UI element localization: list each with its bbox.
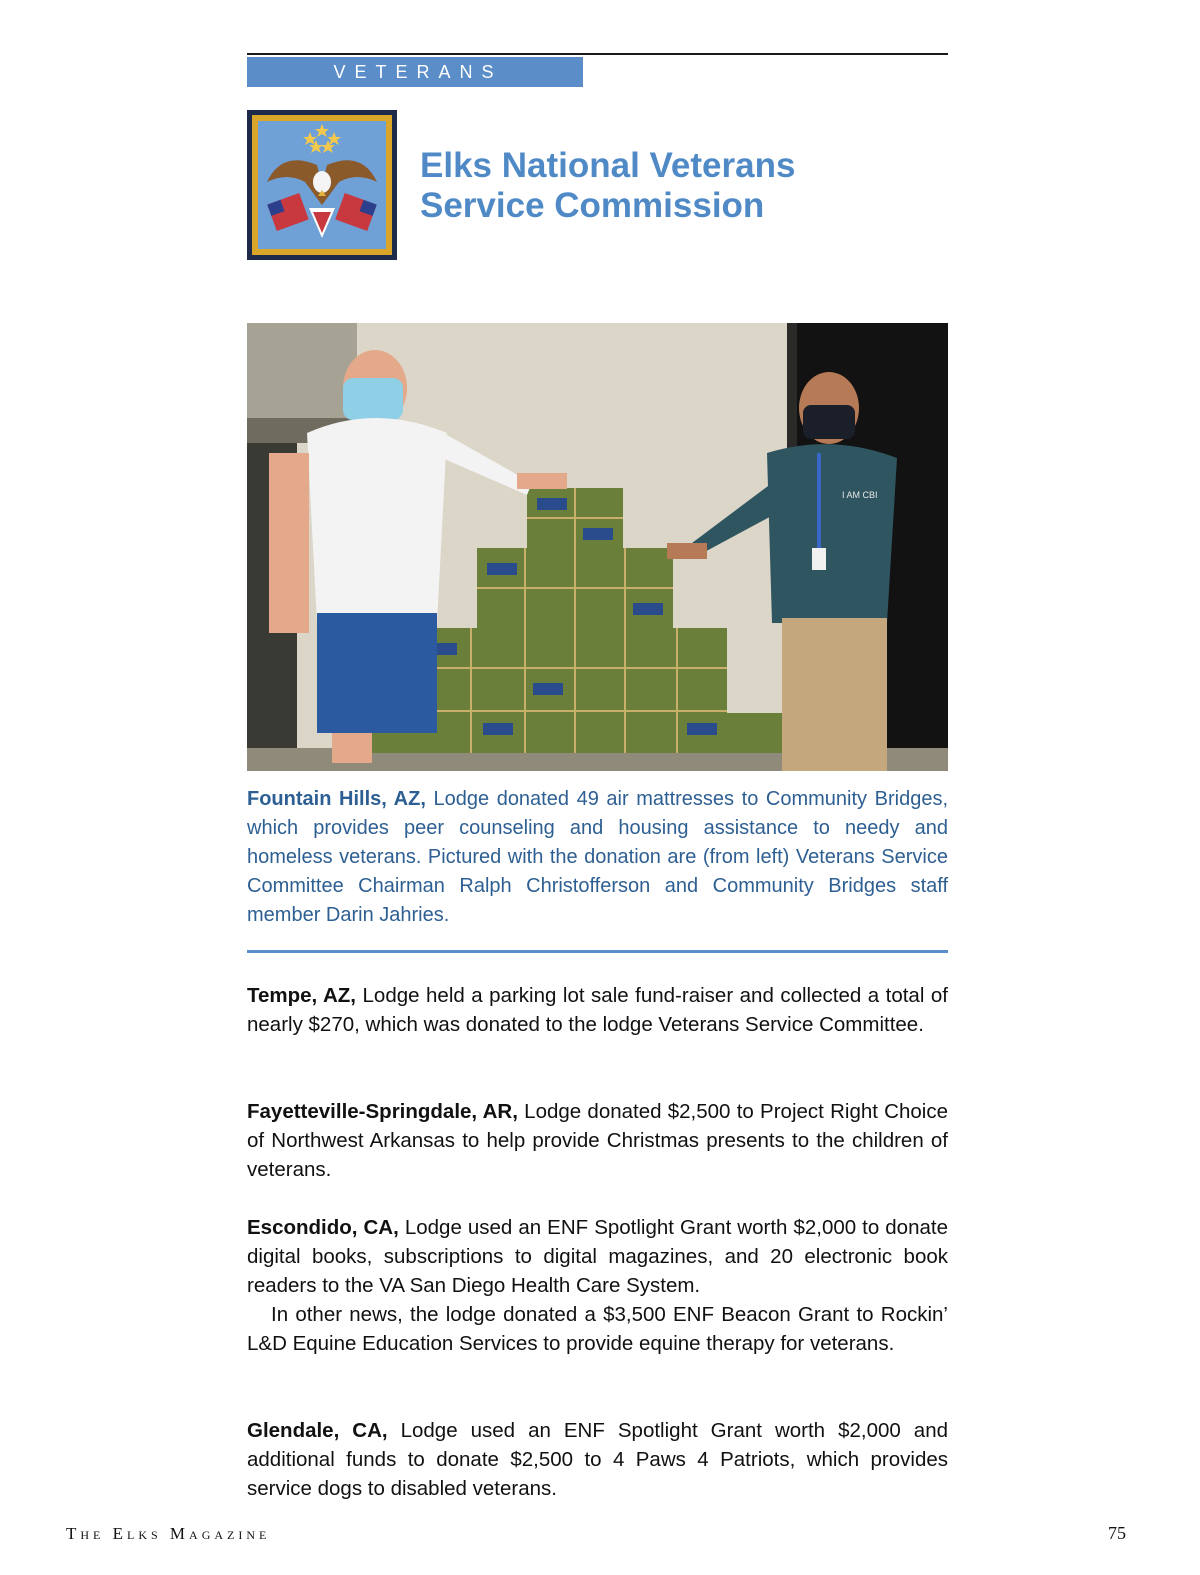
article-location: Tempe, AZ, xyxy=(247,984,357,1007)
article-location: Fayetteville-Springdale, AR, xyxy=(247,1100,518,1123)
article-glendale xyxy=(247,1416,948,1503)
publication-name: The Elks Magazine xyxy=(66,1524,271,1543)
caption-location: Fountain Hills, AZ, xyxy=(247,788,426,810)
article-text-continued: In other news, the lodge donated a $3,500 ENF Beacon Grant to Rockin’ L&D Equine Education Services to provide equine therapy for veterans. xyxy=(247,1303,948,1355)
photo-caption xyxy=(247,785,948,930)
veterans-emblem xyxy=(247,110,397,260)
article-text: Lodge used an ENF Spotlight Grant worth $2,000 and additional funds to donate $2,500 to 4 Paws 4 Patriots, which provides service dogs to disabled veterans. xyxy=(247,1419,948,1500)
donation-photo xyxy=(247,323,948,771)
page-number: 75 xyxy=(1108,1523,1126,1543)
title-line-2: Service Commission xyxy=(420,186,765,225)
article-text: Lodge held a parking lot sale fund-raiser and collected a total of nearly $270, which was donated to the lodge Veterans Service Committee. xyxy=(247,984,948,1036)
page-title xyxy=(420,146,940,226)
article-text: Lodge donated $2,500 to Project Right Choice of Northwest Arkansas to help provide Christmas presents to the children of veterans. xyxy=(247,1100,948,1181)
article-tempe xyxy=(247,981,948,1039)
section-label: VETERANS xyxy=(247,57,583,87)
title-line-1: Elks National Veterans xyxy=(420,146,796,185)
article-fayetteville xyxy=(247,1097,948,1184)
caption-text: Lodge donated 49 air mattresses to Community Bridges, which provides peer counseling and housing assistance to needy and homeless veterans. Pictured with the donation are (from left) Veterans Service Committee Chairman Ralph Christofferson and Community Bridges staff member Darin Jahries. xyxy=(247,788,948,926)
article-location: Escondido, CA, xyxy=(247,1216,399,1239)
article-text: Lodge used an ENF Spotlight Grant worth $2,000 to donate digital books, subscriptions to digital magazines, and 20 electronic book readers to the VA San Diego Health Care System. xyxy=(247,1216,948,1297)
shirt-logo-text: I AM CBI xyxy=(842,490,878,500)
article-location: Glendale, CA, xyxy=(247,1419,388,1442)
section-divider xyxy=(247,950,948,953)
top-rule xyxy=(247,53,948,55)
article-escondido xyxy=(247,1213,948,1358)
